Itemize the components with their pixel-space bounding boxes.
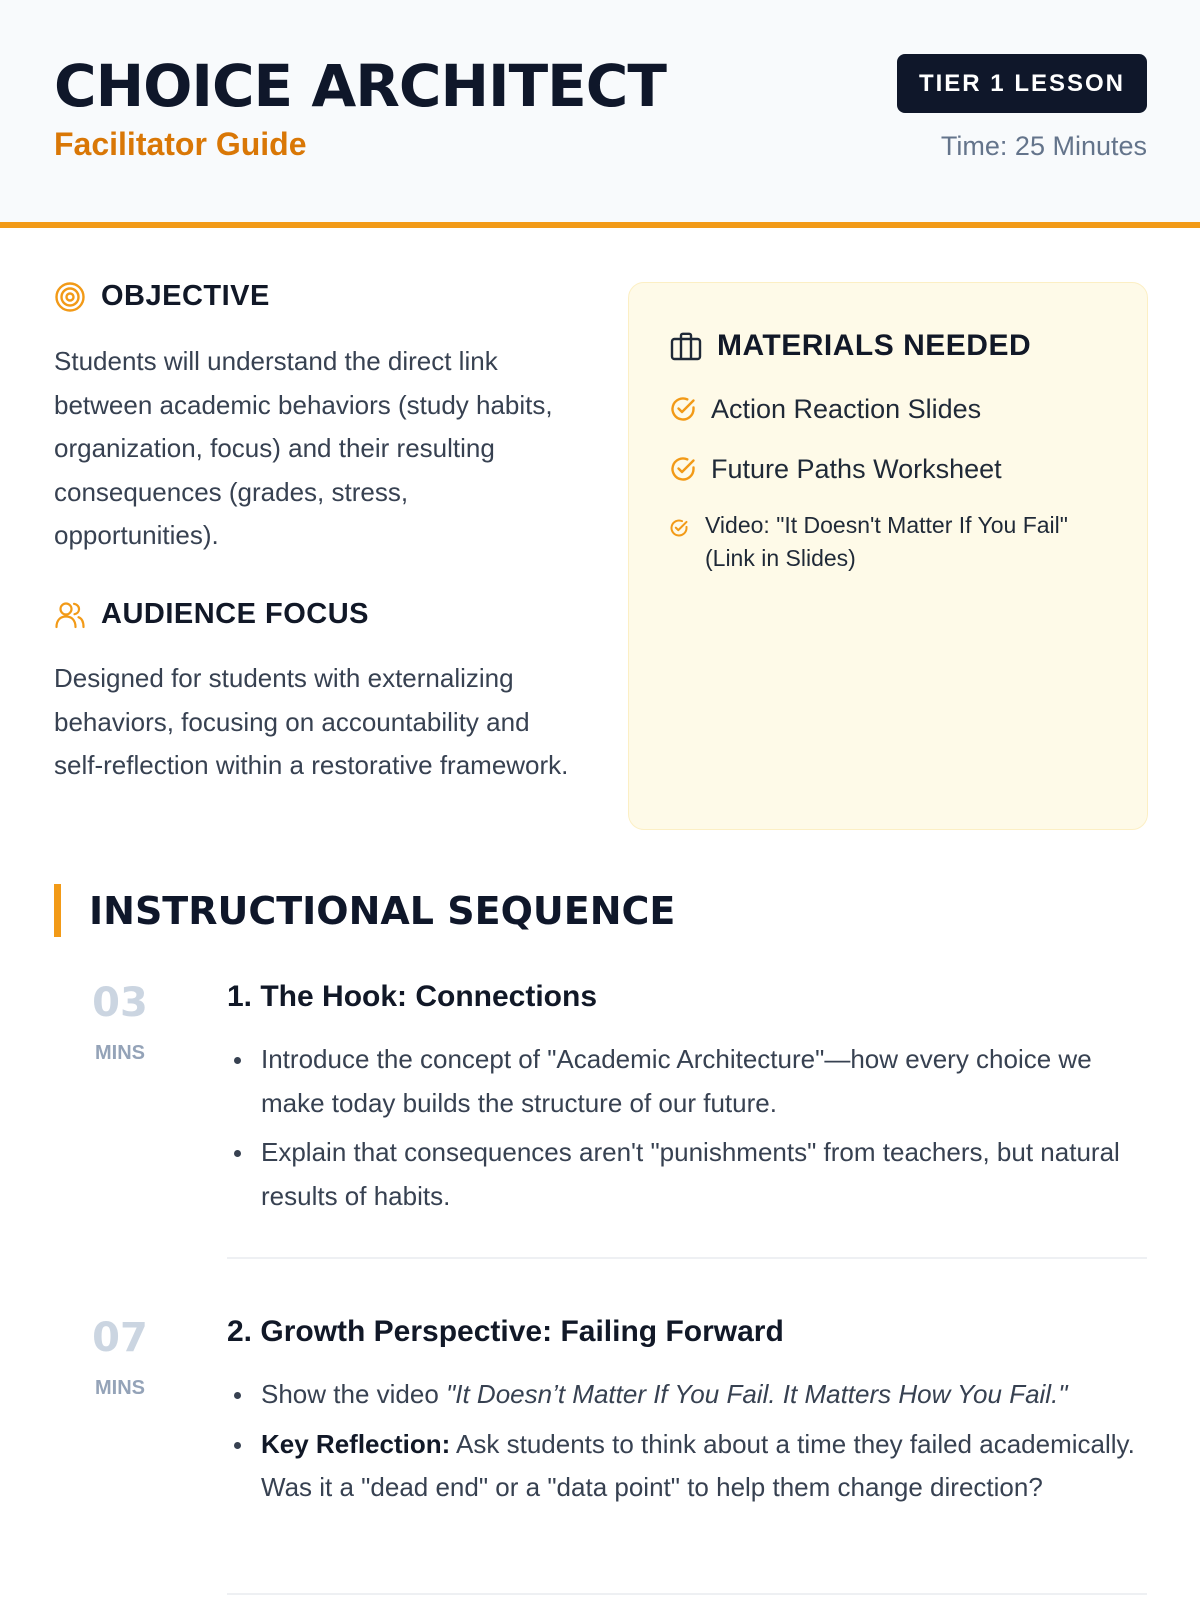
page-subtitle: Facilitator Guide [54,126,307,162]
step-bullet: Introduce the concept of "Academic Architecture"—how every choice we make today builds the structure of our future. [227,1038,1147,1125]
page-title: CHOICE ARCHITECT [54,52,666,120]
audience-heading [54,598,369,631]
step-bullets [227,1038,1147,1224]
step-minutes-value: 03 [92,980,148,1026]
objective-heading-label: OBJECTIVE [101,280,270,312]
users-icon [54,599,86,631]
header [0,0,1200,228]
materials-card [628,282,1148,830]
step-bullet [227,1423,1147,1510]
briefcase-icon [669,329,703,363]
tier-badge: TIER 1 LESSON [897,54,1147,113]
audience-text: Designed for students with externalizing behaviors, focusing on accountability and self-reflection within a restorative framework. [54,663,569,780]
step-divider [227,1593,1147,1595]
objective-heading [54,280,270,313]
material-label: Future Paths Worksheet [711,454,1002,484]
material-label: Video: "It Doesn't Matter If You Fail" (Link in Slides) [705,512,1068,571]
step-bullet [227,1373,1147,1417]
objective-text: Students will understand the direct link between academic behaviors (study habits, organization, focus) and their resulting consequences (grades, stress, opportunities). [54,346,553,550]
check-circle-icon [669,518,689,538]
target-icon [54,281,86,313]
step-bullets [227,1373,1147,1516]
key-reflection-label: Key Reflection: [261,1428,451,1459]
step-bullet-text: Show the video [261,1379,447,1409]
step-bullet: Explain that consequences aren't "punishments" from teachers, but natural results of habits. [227,1131,1147,1218]
audience-heading-label: AUDIENCE FOCUS [101,598,370,630]
materials-heading [669,329,1031,363]
materials-heading-label: MATERIALS NEEDED [717,329,1032,362]
check-circle-icon [669,455,697,483]
step-bullet-text: Ask students to think about a time they failed academically. Was it a "dead end" or a "data point" to help them change direction? [261,1428,1135,1502]
step-minutes-value: 07 [92,1315,148,1361]
step-minutes-label: MINS [95,1377,145,1399]
check-circle-icon [669,395,697,423]
material-item [669,392,981,426]
material-item [669,452,1002,486]
step-title: 1. The Hook: Connections [227,980,598,1013]
step-minutes-label: MINS [95,1042,145,1064]
material-item [669,509,1109,575]
material-label: Action Reaction Slides [711,394,982,424]
time-label: Time: 25 Minutes [940,131,1147,161]
step-divider [227,1257,1147,1259]
step-title: 2. Growth Perspective: Failing Forward [227,1315,784,1348]
sequence-heading: INSTRUCTIONAL SEQUENCE [54,884,675,937]
video-title: "It Doesn’t Matter If You Fail. It Matters How You Fail." [446,1379,1068,1409]
